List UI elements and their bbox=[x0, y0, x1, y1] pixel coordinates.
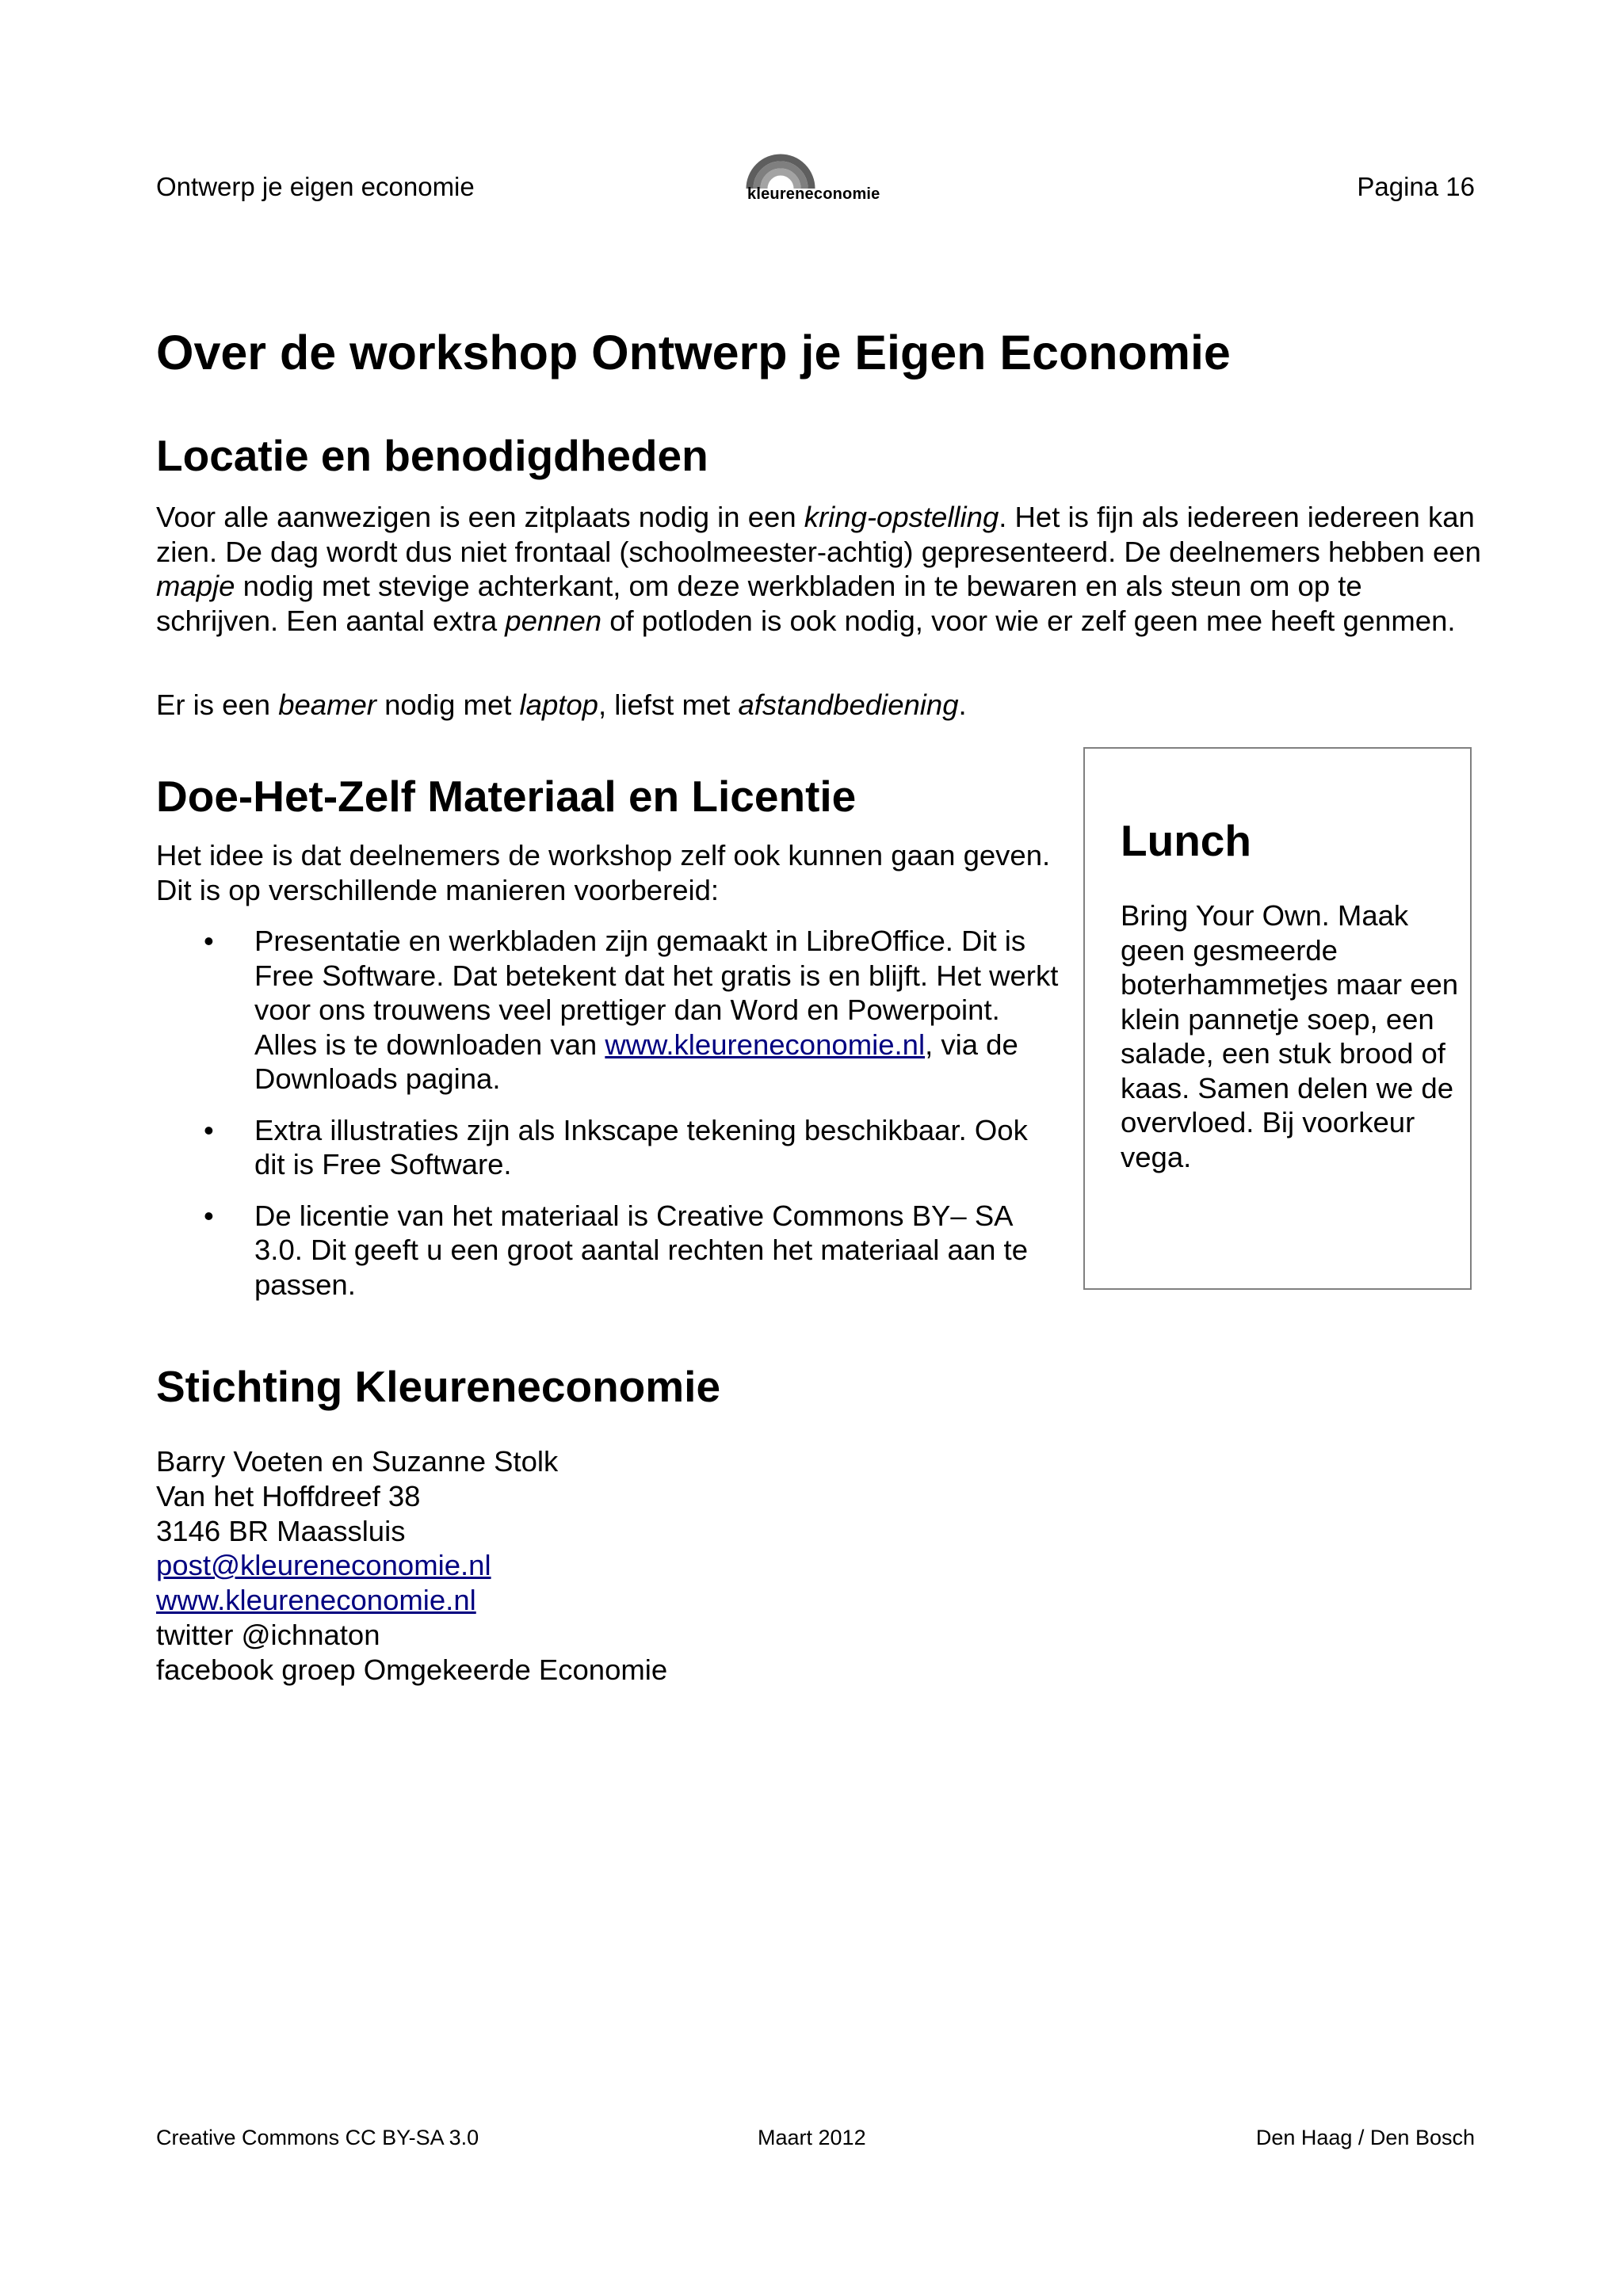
contact-facebook: facebook groep Omgekeerde Economie bbox=[156, 1653, 668, 1686]
emphasized-text: beamer bbox=[278, 688, 376, 721]
list-item-text: Presentatie en werkbladen zijn gemaakt in LibreOffice. Dit is Free Software. Dat betekent dat het gratis is en blijft. Het werkt voor ons trouwens veel prettiger dan Word en Powerpoint. Alles is te downloaden van bbox=[254, 925, 1059, 1061]
kleureneconomie-logo bbox=[745, 154, 896, 209]
locatie-paragraph-1 bbox=[156, 500, 1484, 638]
footer-location: Den Haag / Den Bosch bbox=[1255, 2126, 1475, 2149]
header-document-title: Ontwerp je eigen economie bbox=[156, 172, 475, 201]
locatie-paragraph-2 bbox=[156, 688, 1484, 723]
contact-city: 3146 BR Maassluis bbox=[156, 1514, 406, 1547]
emphasized-text: pennen bbox=[505, 604, 602, 637]
website-link[interactable]: www.kleureneconomie.nl bbox=[605, 1028, 926, 1061]
section-heading-stichting: Stichting Kleureneconomie bbox=[156, 1362, 721, 1411]
lunch-heading: Lunch bbox=[1121, 816, 1251, 865]
logo-wordmark: kleureneconomie bbox=[747, 185, 880, 203]
list-item-text: , via de Downloads pagina. bbox=[254, 1028, 1018, 1095]
paragraph-text: of potloden is ook nodig, voor wie er zelf geen mee heeft genmen. bbox=[601, 604, 1456, 637]
paragraph-text: , liefst met bbox=[598, 688, 739, 721]
emphasized-text: afstandbediening bbox=[738, 688, 959, 721]
contact-twitter: twitter @ichnaton bbox=[156, 1618, 380, 1651]
bullet-icon: • bbox=[204, 1199, 214, 1232]
paragraph-text: . Het is fijn als iedereen iedereen kan zien. De dag wordt dus niet frontaal (schoolmeester-achtig) gepresenteerd. De deelnemers hebben een bbox=[156, 501, 1481, 568]
lunch-box bbox=[1083, 747, 1472, 1290]
contact-names: Barry Voeten en Suzanne Stolk bbox=[156, 1445, 559, 1478]
contact-block bbox=[156, 1444, 667, 1688]
bullet-icon: • bbox=[204, 1113, 214, 1146]
list-item bbox=[156, 1113, 1060, 1182]
paragraph-text: nodig met bbox=[376, 688, 520, 721]
list-item-text: De licentie van het materiaal is Creative Commons BY– SA 3.0. Dit geeft u een groot aantal rechten het materiaal aan te passen. bbox=[254, 1199, 1029, 1301]
section-heading-locatie: Locatie en benodigdheden bbox=[156, 431, 708, 480]
emphasized-text: mapje bbox=[156, 570, 235, 602]
email-link[interactable]: post@kleureneconomie.nl bbox=[156, 1549, 491, 1582]
paragraph-text: Voor alle aanwezigen is een zitplaats nodig in een bbox=[156, 501, 804, 533]
page-number: Pagina 16 bbox=[1357, 172, 1475, 201]
emphasized-text: kring-opstelling bbox=[804, 501, 999, 533]
lunch-text: Bring Your Own. Maak geen gesmeerde boterhammetjes maar een klein pannetje soep, een salade, een stuk brood of kaas. Samen delen we de overvloed. Bij voorkeur vega. bbox=[1121, 899, 1459, 1173]
paragraph-text: . bbox=[958, 688, 967, 721]
list-item bbox=[156, 1199, 1060, 1302]
emphasized-text: laptop bbox=[519, 688, 598, 721]
list-item-text: Extra illustraties zijn als Inkscape tekening beschikbaar. Ook dit is Free Software. bbox=[254, 1113, 1028, 1180]
footer-license: Creative Commons CC BY-SA 3.0 bbox=[156, 2126, 479, 2149]
list-item bbox=[156, 924, 1060, 1097]
doe-het-zelf-list bbox=[156, 924, 1060, 1318]
paragraph-text: nodig met stevige achterkant, om deze werkbladen in te bewaren en als steun om op te schrijven. Een aantal extra bbox=[156, 570, 1362, 637]
section-heading-doe-het-zelf: Doe-Het-Zelf Materiaal en Licentie bbox=[156, 772, 857, 821]
website-link[interactable]: www.kleureneconomie.nl bbox=[156, 1584, 476, 1617]
footer-date: Maart 2012 bbox=[758, 2126, 866, 2149]
contact-street: Van het Hoffdreef 38 bbox=[156, 1479, 421, 1512]
doe-het-zelf-intro: Het idee is dat deelnemers de workshop zelf ook kunnen gaan geven. Dit is op verschillende manieren voorbereid: bbox=[156, 839, 1051, 906]
paragraph-text: Er is een bbox=[156, 688, 279, 721]
bullet-icon: • bbox=[204, 925, 214, 957]
page-title: Over de workshop Ontwerp je Eigen Economie bbox=[156, 326, 1231, 379]
